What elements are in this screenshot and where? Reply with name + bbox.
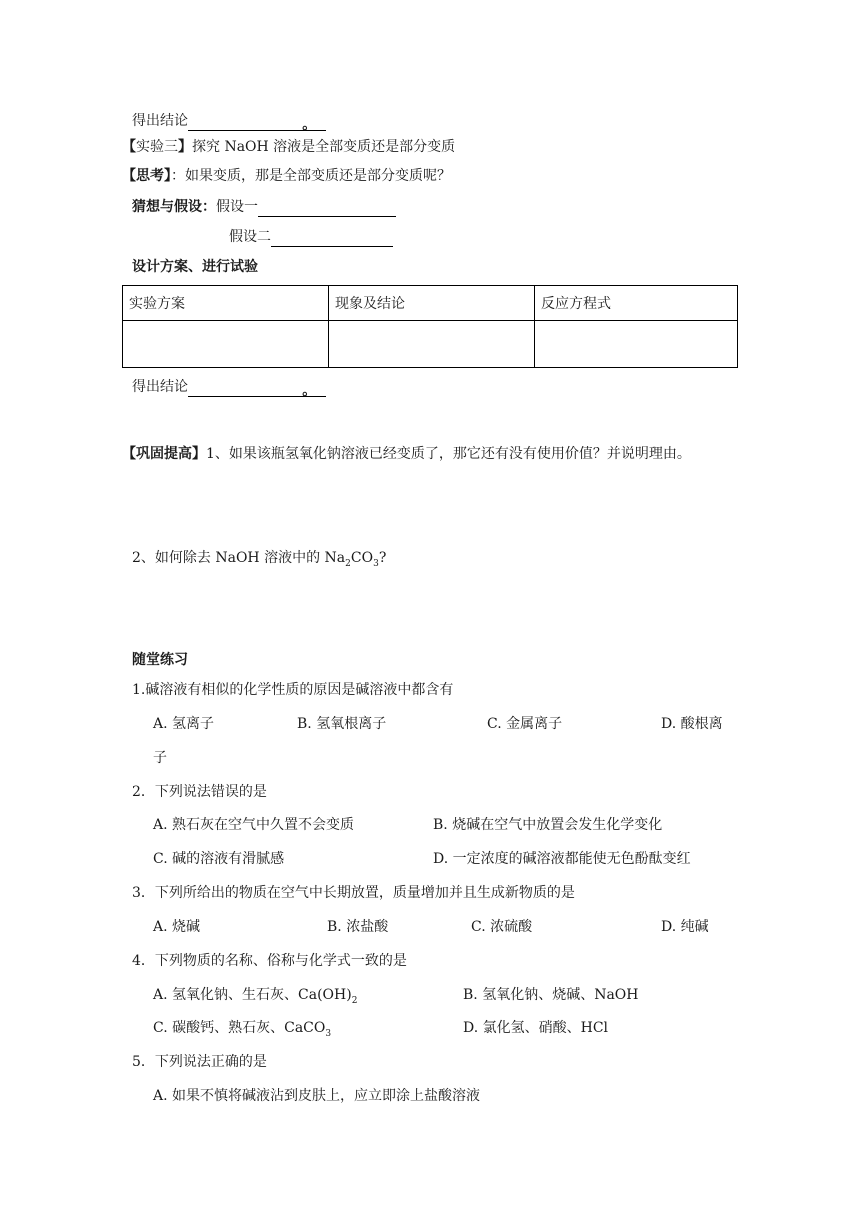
practice-q2-option-a[interactable]: A. 熟石灰在空气中久置不会变质: [153, 817, 355, 833]
table-row: [123, 321, 738, 368]
think-text: ：如果变质，那是全部变质还是部分变质呢？: [171, 168, 451, 184]
conclusion-label: 得出结论: [132, 113, 188, 129]
practice-q1-stem: 1.碱溶液有相似的化学性质的原因是碱溶液中都含有: [132, 682, 454, 698]
table-header-phenomenon: 现象及结论: [329, 286, 535, 321]
practice-q1-option-b[interactable]: B. 氢氧根离子: [297, 716, 387, 732]
experiment-3-tag: 实验三: [136, 139, 178, 155]
hypothesis-line-1: [132, 197, 396, 217]
q2-text: 2、如何除去 NaOH 溶液中的 Na: [132, 550, 346, 566]
think-label: 【思考】: [122, 168, 171, 184]
practice-q1-option-c[interactable]: C. 金属离子: [487, 716, 563, 732]
experiment-3-heading: [122, 137, 455, 157]
practice-q3-option-c[interactable]: C. 浓硫酸: [471, 919, 533, 935]
period: 。: [302, 117, 317, 133]
practice-q3-option-b[interactable]: B. 浓盐酸: [327, 919, 389, 935]
table-header-equation: 反应方程式: [535, 286, 738, 321]
consolidate-q2: [132, 548, 386, 574]
q2-sub-2: 3: [373, 558, 379, 569]
table-header-row: [123, 286, 738, 321]
conclusion-blank: [188, 381, 326, 397]
q4-c-text: C. 碳酸钙、熟石灰、CaCO: [153, 1020, 326, 1036]
hypothesis-line-2: [229, 227, 393, 247]
hypothesis-1-label: 假设一: [216, 199, 258, 215]
table-cell-equation[interactable]: [535, 321, 738, 368]
consolidate-q1-text: 1、如果该瓶氢氧化钠溶液已经变质了，那它还有没有使用价值？并说明理由。: [206, 446, 691, 462]
q2-suffix: ?: [378, 550, 387, 566]
experiment-table: [122, 285, 738, 368]
think-line: [122, 166, 451, 186]
practice-q1-option-d[interactable]: D. 酸根离: [661, 716, 723, 732]
practice-q4-option-a[interactable]: [153, 985, 357, 1011]
design-title: 设计方案、进行试验: [132, 259, 258, 275]
practice-q3-option-a[interactable]: A. 烧碱: [153, 919, 201, 935]
experiment-3-text: 探究 NaOH 溶液是全部变质还是部分变质: [192, 139, 456, 155]
practice-q2-option-b[interactable]: B. 烧碱在空气中放置会发生化学变化: [433, 817, 663, 833]
bracket-open: 【: [122, 139, 136, 155]
table-cell-plan[interactable]: [123, 321, 329, 368]
q2-sub-1: 2: [345, 558, 351, 569]
practice-q1-option-d-wrap: 子: [153, 750, 167, 766]
practice-q3-option-d[interactable]: D. 纯碱: [661, 919, 709, 935]
practice-q4-option-d[interactable]: D. 氯化氢、硝酸、HCl: [463, 1020, 609, 1036]
hypothesis-colon: ：: [202, 199, 216, 215]
q4-c-sub: 3: [325, 1028, 332, 1039]
conclusion-blank: [188, 115, 326, 131]
practice-q4-stem: 4．下列物质的名称、俗称与化学式一致的是: [132, 953, 407, 969]
hypothesis-label: 猜想与假设: [132, 199, 202, 215]
practice-q4-option-b[interactable]: B. 氢氧化钠、烧碱、NaOH: [463, 987, 639, 1003]
practice-q5-option-a[interactable]: A. 如果不慎将碱液沾到皮肤上，应立即涂上盐酸溶液: [153, 1088, 481, 1104]
practice-q4-option-c[interactable]: [153, 1018, 331, 1044]
conclusion-line-2: [132, 377, 326, 397]
conclusion-label: 得出结论: [132, 379, 188, 395]
practice-q3-stem: 3．下列所给出的物质在空气中长期放置，质量增加并且生成新物质的是: [132, 885, 575, 901]
practice-q1-option-a[interactable]: A. 氢离子: [153, 716, 215, 732]
practice-q2-option-d[interactable]: D. 一定浓度的碱溶液都能使无色酚酞变红: [433, 851, 691, 867]
period: 。: [302, 383, 317, 399]
hypothesis-1-blank: [258, 201, 396, 217]
table-header-plan: 实验方案: [123, 286, 329, 321]
practice-title: 随堂练习: [132, 652, 188, 668]
hypothesis-2-label: 假设二: [229, 229, 271, 245]
hypothesis-2-blank: [271, 231, 393, 247]
practice-q5-stem: 5．下列说法正确的是: [132, 1054, 267, 1070]
consolidate-label: 【巩固提高】: [122, 446, 206, 462]
bracket-close: 】: [178, 139, 192, 155]
practice-q2-stem: 2．下列说法错误的是: [132, 784, 267, 800]
q2-mid: CO: [350, 550, 374, 566]
conclusion-line-1: [132, 111, 326, 131]
table-cell-phenomenon[interactable]: [329, 321, 535, 368]
practice-q2-option-c[interactable]: C. 碱的溶液有滑腻感: [153, 851, 285, 867]
q4-a-sub: 2: [351, 995, 358, 1006]
consolidate-q1: [122, 444, 691, 464]
q4-a-text: A. 氢氧化钠、生石灰、Ca(OH): [153, 987, 352, 1003]
